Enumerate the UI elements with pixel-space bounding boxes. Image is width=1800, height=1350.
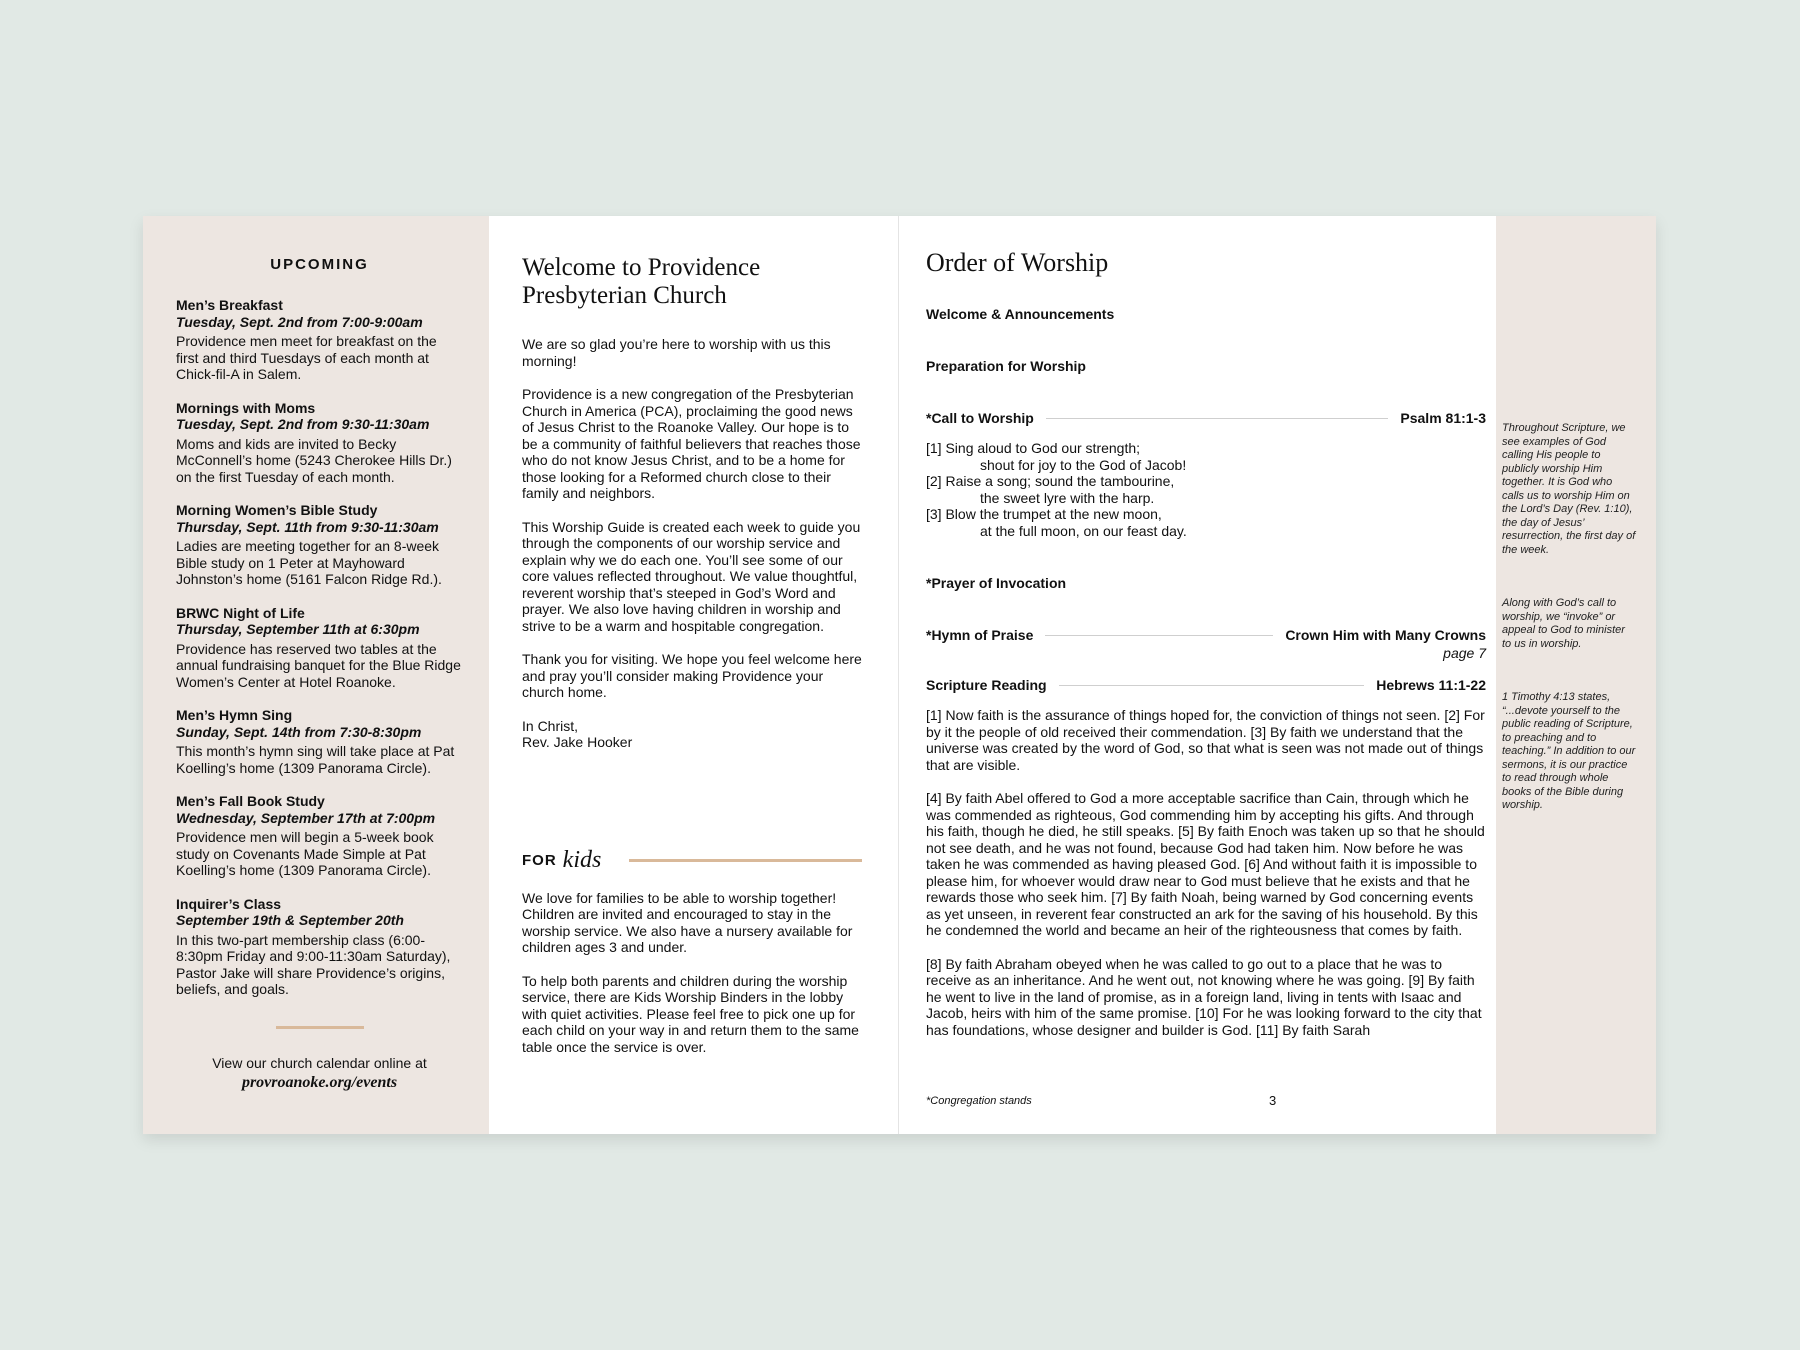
divider bbox=[629, 859, 862, 862]
signoff: In Christ, bbox=[522, 717, 579, 734]
side-note: Throughout Scripture, we see examples of God calling His people to publicly worship Him together. It is God who calls us to worship Him on the Lord’s Day (Rev. 1:10), the day of Jesus’ resurrection, the first day of the week. bbox=[1502, 422, 1636, 556]
congregation-stands-note: *Congregation stands bbox=[926, 1095, 1032, 1107]
side-note: 1 Timothy 4:13 states, “...devote yourself to the public reading of Scripture, to preaching and to teaching.” In addition to our sermons, it is our practice to read through whole books of the Bible during worship. bbox=[1502, 691, 1636, 811]
welcome-title: Welcome to Providence Presbyterian Church bbox=[522, 254, 761, 309]
scripture-text bbox=[926, 707, 1486, 1038]
welcome-panel bbox=[489, 216, 899, 1134]
event-title: Morning Women’s Bible Study bbox=[176, 502, 378, 518]
leader-line bbox=[1046, 418, 1389, 419]
verse-line: the sweet lyre with the harp. bbox=[980, 489, 1155, 506]
event-item bbox=[176, 400, 463, 486]
hymn-title: Crown Him with Many Crowns bbox=[1285, 627, 1486, 643]
event-when: Thursday, September 11th at 6:30pm bbox=[176, 621, 420, 637]
leader-line bbox=[1045, 635, 1273, 636]
order-of-worship-panel bbox=[899, 216, 1496, 1134]
welcome-paragraph: Thank you for visiting. We hope you feel welcome here and pray you’ll consider making Providence your church home. bbox=[522, 651, 862, 700]
event-item bbox=[176, 707, 463, 776]
leader-line bbox=[1059, 685, 1365, 686]
event-item bbox=[176, 605, 463, 691]
event-desc: In this two-part membership class (6:00-8:30pm Friday and 9:00-11:30am Saturday), Pastor Jake will share Providence’s origins, beliefs, and goals. bbox=[176, 931, 451, 997]
event-when: Sunday, Sept. 14th from 7:30-8:30pm bbox=[176, 723, 422, 740]
signature: Rev. Jake Hooker bbox=[522, 734, 633, 750]
upcoming-panel bbox=[143, 216, 489, 1134]
verse-line: [3] Blow the trumpet at the new moon, bbox=[926, 506, 1162, 522]
scripture-paragraph: [1] Now faith is the assurance of things hoped for, the conviction of things not seen. [2] For by it the people of old received their commendation. [3] By faith we understand that the universe was created by the word of God, so that what is seen was not made out of things that are visible. bbox=[926, 707, 1485, 773]
event-item bbox=[176, 502, 463, 588]
preparation-item: Preparation for Worship bbox=[926, 358, 1086, 374]
event-desc: Providence men will begin a 5-week book study on Covenants Made Simple at Pat Koelling’s home (1309 Panorama Circle). bbox=[176, 829, 434, 878]
side-notes-panel bbox=[1496, 216, 1656, 1134]
hymn-row bbox=[926, 627, 1486, 643]
divider bbox=[276, 1026, 364, 1029]
page-number: 3 bbox=[1269, 1093, 1277, 1108]
kids-for-label: FOR bbox=[522, 851, 557, 869]
call-verses bbox=[926, 440, 1486, 539]
event-when: Tuesday, Sept. 2nd from 9:30-11:30am bbox=[176, 416, 430, 432]
worship-guide-spread bbox=[143, 216, 1656, 1134]
welcome-paragraph: This Worship Guide is created each week to guide you through the components of our worship service and explain why we do each one. You’ll see some of our core values reflected throughout. We value thoughtful, reverent worship that’s steeped in God’s Word and prayer. We also love having children in worship and strive to be a warm and hospitable congregation. bbox=[522, 518, 861, 634]
kids-heading bbox=[522, 847, 862, 874]
hymn-page: page 7 bbox=[1443, 645, 1486, 661]
event-desc: Providence men meet for breakfast on the first and third Tuesdays of each month at Chick-fil-A in Salem. bbox=[176, 333, 437, 382]
scripture-paragraph: [8] By faith Abraham obeyed when he was called to go out to a place that he was to receive as an inheritance. And he went out, not knowing where he was going. [9] By faith he went to live in the land of promise, as in a foreign land, living in tents with Isaac and Jacob, heirs with him of the same promise. [10] For he was looking forward to the city that has foundations, whose designer and builder is God. [11] By faith Sarah bbox=[926, 955, 1482, 1038]
event-title: BRWC Night of Life bbox=[176, 604, 305, 621]
welcome-paragraph: We are so glad you’re here to worship with us this morning! bbox=[522, 336, 831, 369]
event-when: Thursday, Sept. 11th from 9:30-11:30am bbox=[176, 518, 439, 535]
verse-line: at the full moon, on our feast day. bbox=[980, 522, 1187, 539]
event-title: Mornings with Moms bbox=[176, 399, 316, 416]
welcome-paragraph: Providence is a new congregation of the Presbyterian Church in America (PCA), proclaiming the good news of Jesus Christ to the Roanoke Valley. Our hope is to be a community of faithful believers that reaches those who do not know Jesus Christ, and to be a home for those looking for a Reformed church close to their family and neighbors. bbox=[522, 386, 861, 501]
event-when: Tuesday, Sept. 2nd from 7:00-9:00am bbox=[176, 313, 423, 330]
verse-line: [2] Raise a song; sound the tambourine, bbox=[926, 473, 1175, 489]
verse-line: shout for joy to the God of Jacob! bbox=[980, 456, 1187, 473]
hymn-label: *Hymn of Praise bbox=[926, 627, 1034, 643]
calendar-link[interactable]: provroanoke.org/events bbox=[241, 1073, 398, 1091]
worship-title: Order of Worship bbox=[926, 248, 1109, 277]
scripture-reading-label: Scripture Reading bbox=[926, 677, 1047, 693]
kids-label: kids bbox=[562, 846, 602, 873]
invocation-item: *Prayer of Invocation bbox=[926, 575, 1067, 591]
scripture-reading-row bbox=[926, 677, 1486, 693]
event-title: Men’s Fall Book Study bbox=[176, 793, 325, 809]
event-desc: This month’s hymn sing will take place at Pat Koelling’s home (1309 Panorama Circle). bbox=[176, 743, 455, 776]
verse-line: [1] Sing aloud to God our strength; bbox=[926, 440, 1141, 456]
event-item bbox=[176, 793, 463, 879]
scripture-reading-ref: Hebrews 11:1-22 bbox=[1376, 677, 1486, 693]
call-to-worship-label: *Call to Worship bbox=[926, 410, 1034, 426]
event-title: Men’s Breakfast bbox=[176, 297, 283, 313]
scripture-paragraph: [4] By faith Abel offered to God a more acceptable sacrifice than Cain, through which he was commended as righteous, God commending him by accepting his gifts. And through his faith, though he died, he still speaks. [5] By faith Enoch was taken up so that he should not see death, and he was not found, because God had taken him. Now before he was taken he was commended as having pleased God. [6] And without faith it is impossible to please him, for whoever would draw near to God must believe that he exists and that he rewards those who seek him. [7] By faith Noah, being warned by God concerning events as yet unseen, in reverent fear constructed an ark for the saving of his household. By this he condemned the world and became an heir of the righteousness that comes by faith. bbox=[926, 790, 1485, 938]
event-when: September 19th & September 20th bbox=[176, 912, 404, 928]
event-title: Men’s Hymn Sing bbox=[176, 707, 293, 723]
event-desc: Moms and kids are invited to Becky McConnell’s home (5243 Cherokee Hills Dr.) on the first Tuesday of each month. bbox=[176, 435, 452, 485]
event-title: Inquirer’s Class bbox=[176, 895, 282, 912]
kids-paragraph: To help both parents and children during the worship service, there are Kids Worship Binders in the lobby with quiet activities. Please feel free to pick one up for each child on your way in and return them to the same table once the service is over. bbox=[522, 972, 859, 1055]
event-when: Wednesday, September 17th at 7:00pm bbox=[176, 809, 436, 826]
call-to-worship-row bbox=[926, 410, 1486, 426]
upcoming-heading: UPCOMING bbox=[270, 256, 369, 273]
side-note: Along with God’s call to worship, we “invoke” or appeal to God to minister to us in worship. bbox=[1502, 597, 1625, 650]
kids-paragraph: We love for families to be able to worship together! Children are invited and encouraged to stay in the worship service. We also have a nursery available for children ages 3 and under. bbox=[522, 889, 853, 955]
event-desc: Ladies are meeting together for an 8-week Bible study on 1 Peter at Mayhoward Johnston’s home (5161 Falcon Ridge Rd.). bbox=[176, 538, 442, 587]
event-desc: Providence has reserved two tables at the annual fundraising banquet for the Blue Ridge Women’s Center at Hotel Roanoke. bbox=[176, 640, 461, 690]
event-item bbox=[176, 297, 463, 383]
call-to-worship-ref: Psalm 81:1-3 bbox=[1400, 410, 1486, 426]
welcome-announcements-item: Welcome & Announcements bbox=[926, 306, 1115, 322]
calendar-note: View our church calendar online at bbox=[212, 1054, 427, 1071]
event-item bbox=[176, 896, 463, 998]
